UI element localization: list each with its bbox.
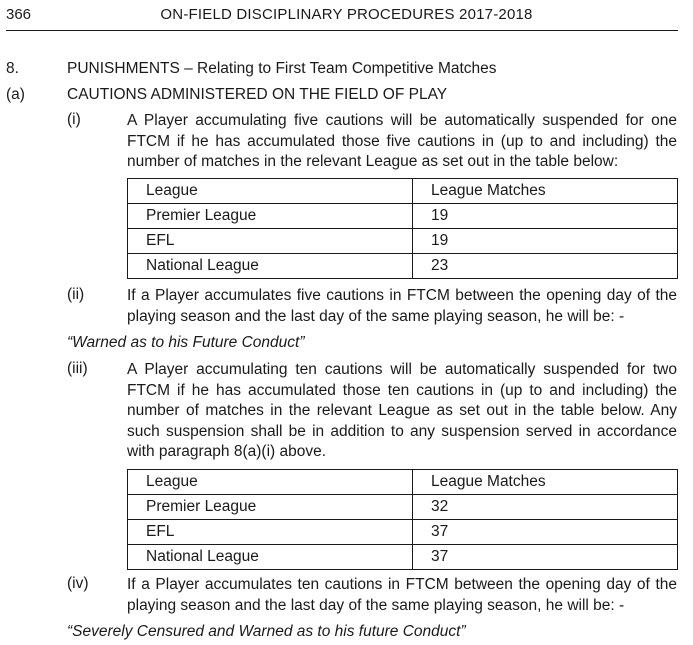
item-number-ii: (ii) bbox=[67, 286, 85, 303]
subsection-title: CAUTIONS ADMINISTERED ON THE FIELD OF PLAY bbox=[67, 86, 448, 103]
table-cell-matches: 37 bbox=[413, 520, 678, 545]
table-cell-league: National League bbox=[128, 254, 413, 279]
table-cell-matches: 37 bbox=[413, 545, 678, 570]
table-cell-matches: 23 bbox=[413, 254, 678, 279]
table-cell-matches: 32 bbox=[413, 495, 678, 520]
table-header-league: League bbox=[128, 470, 413, 495]
table-cell-league: EFL bbox=[128, 229, 413, 254]
item-number-iv: (iv) bbox=[67, 575, 89, 592]
item-text-ii: If a Player accumulates five cautions in FTCM between the opening day of the playing season and the last day of the same playing season, he will be: - bbox=[127, 287, 677, 325]
league-matches-table-1 bbox=[127, 178, 678, 279]
punishment-quote-2: “Severely Censured and Warned as to his future Conduct” bbox=[67, 623, 466, 640]
table-cell-league: Premier League bbox=[128, 495, 413, 520]
table-header-league-matches: League Matches bbox=[413, 470, 678, 495]
table-header-row bbox=[128, 179, 678, 204]
table-row bbox=[128, 545, 678, 570]
table-header-league-matches: League Matches bbox=[413, 179, 678, 204]
table-cell-league: EFL bbox=[128, 520, 413, 545]
item-text-iii: A Player accumulating ten cautions will be automatically suspended for two FTCM if he has accumulated those ten cautions in (up to and including) the number of matches in the relevant League as set out in the table below. Any such suspension shall be in addition to any suspension served in accordance with paragraph 8(a)(i) above. bbox=[127, 361, 677, 460]
page-number: 366 bbox=[6, 6, 32, 23]
table-row bbox=[128, 495, 678, 520]
table-row bbox=[128, 520, 678, 545]
section-number: 8. bbox=[6, 60, 19, 77]
table-cell-league: National League bbox=[128, 545, 413, 570]
item-number-iii: (iii) bbox=[67, 360, 88, 377]
punishment-quote-1: “Warned as to his Future Conduct” bbox=[67, 334, 305, 351]
document-header-title: ON-FIELD DISCIPLINARY PROCEDURES 2017-2018 bbox=[160, 6, 533, 23]
table-cell-matches: 19 bbox=[413, 204, 678, 229]
league-matches-table-2 bbox=[127, 469, 678, 570]
item-text-i: A Player accumulating five cautions will be automatically suspended for one FTCM if he has accumulated those five cautions in (up to and including) the number of matches in the relevant League as set out in the table below: bbox=[127, 112, 677, 170]
table-row bbox=[128, 254, 678, 279]
table-cell-league: Premier League bbox=[128, 204, 413, 229]
section-title: PUNISHMENTS – Relating to First Team Competitive Matches bbox=[67, 60, 497, 77]
header-divider bbox=[6, 30, 678, 31]
table-cell-matches: 19 bbox=[413, 229, 678, 254]
subsection-number: (a) bbox=[6, 86, 25, 103]
item-text-iv: If a Player accumulates ten cautions in FTCM between the opening day of the playing season and the last day of the same playing season, he will be: - bbox=[127, 576, 677, 614]
table-header-league: League bbox=[128, 179, 413, 204]
table-row bbox=[128, 204, 678, 229]
table-row bbox=[128, 229, 678, 254]
item-number-i: (i) bbox=[67, 111, 81, 128]
table-header-row bbox=[128, 470, 678, 495]
